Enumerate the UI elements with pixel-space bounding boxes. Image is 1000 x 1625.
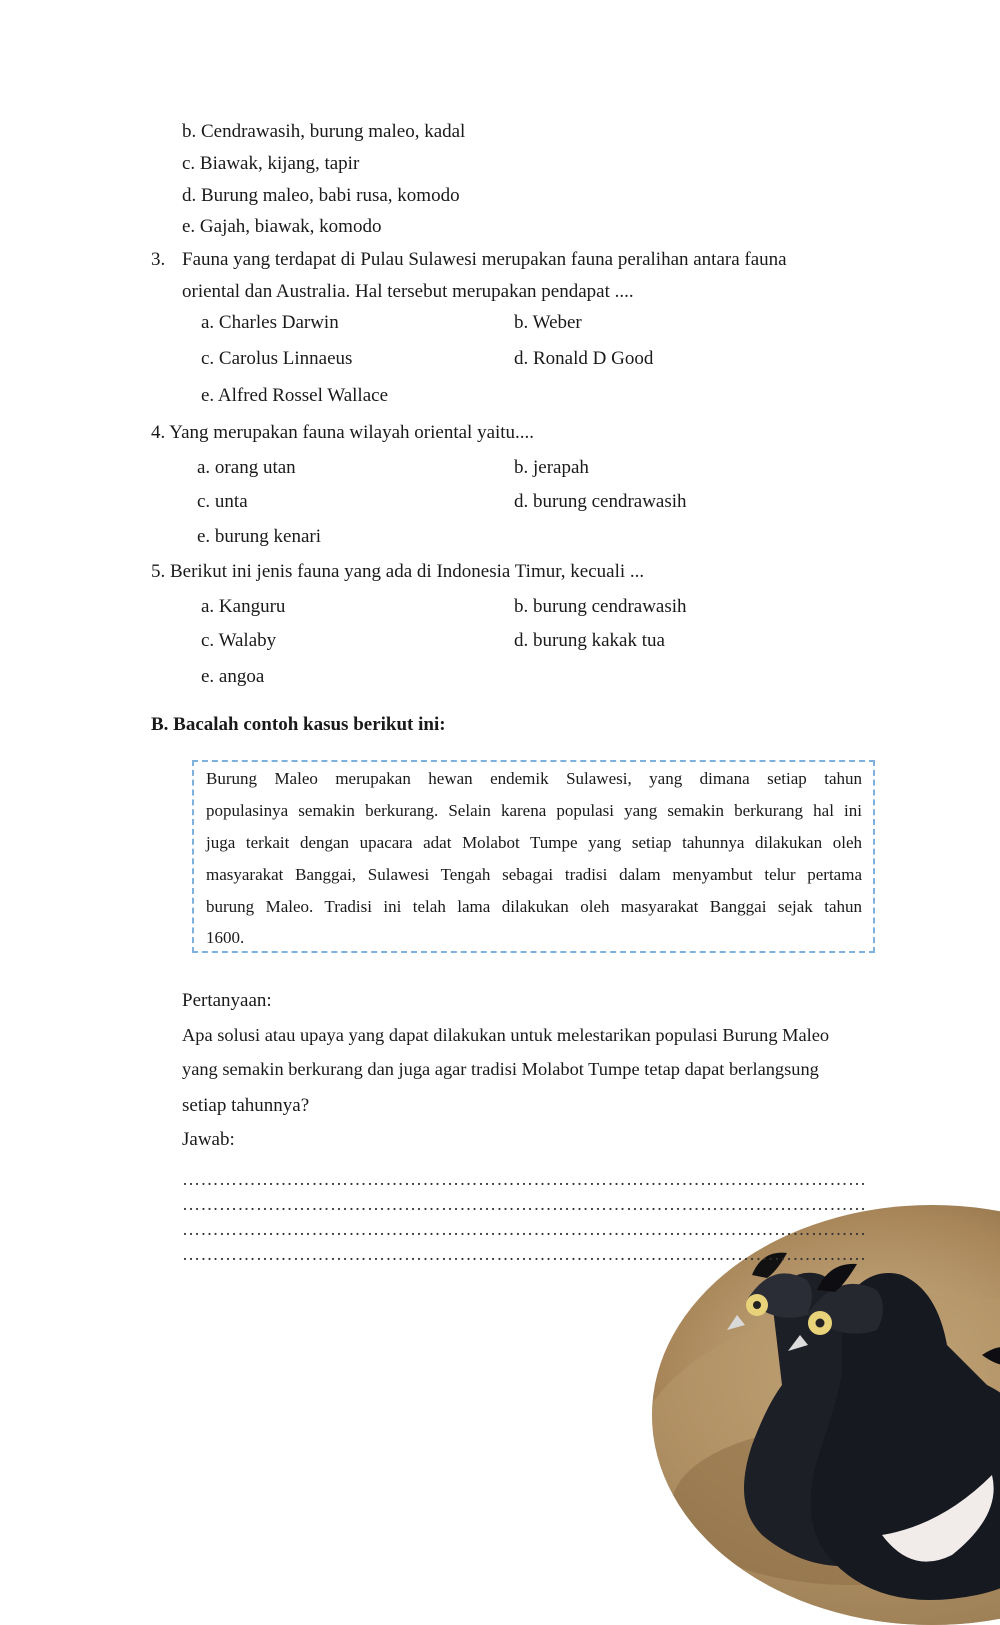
case-study-line: populasinya semakin berkurang. Selain karena populasi yang semakin berkurang hal ini <box>206 801 862 820</box>
answer-line: ………………………………………………………………………………………………… <box>182 1170 867 1188</box>
q5-option-d: d. burung kakak tua <box>514 630 665 651</box>
maleo-bird-photo <box>652 1205 1000 1625</box>
q4-option-e: e. burung kenari <box>197 526 321 547</box>
q4-option-d: d. burung cendrawasih <box>514 491 687 512</box>
q2-option-b: b. Cendrawasih, burung maleo, kadal <box>182 121 466 142</box>
q3-number: 3. <box>151 249 166 270</box>
case-study-line: Burung Maleo merupakan hewan endemik Sulawesi, yang dimana setiap tahun <box>206 769 862 788</box>
answer-line: ………………………………………………………………………………………………… <box>182 1245 867 1263</box>
q2-option-e: e. Gajah, biawak, komodo <box>182 216 382 237</box>
q5-text: 5. Berikut ini jenis fauna yang ada di Indonesia Timur, kecuali ... <box>151 561 645 582</box>
question-text-line: Apa solusi atau upaya yang dapat dilakukan untuk melestarikan populasi Burung Maleo <box>182 1025 830 1045</box>
q5-option-c: c. Walaby <box>201 630 277 651</box>
q3-text-line1: Fauna yang terdapat di Pulau Sulawesi merupakan fauna peralihan antara fauna <box>182 249 787 270</box>
q2-option-d: d. Burung maleo, babi rusa, komodo <box>182 185 460 206</box>
case-study-line: 1600. <box>206 928 245 947</box>
q5-option-b: b. burung cendrawasih <box>514 596 687 617</box>
q4-option-b: b. jerapah <box>514 457 589 478</box>
question-text-line: yang semakin berkurang dan juga agar tradisi Molabot Tumpe tetap dapat berlangsung <box>182 1059 819 1079</box>
case-study-line: masyarakat Banggai, Sulawesi Tengah sebagai tradisi dalam menyambut telur pertama <box>206 865 862 884</box>
question-text-line: setiap tahunnya? <box>182 1095 310 1116</box>
q4-option-a: a. orang utan <box>197 457 296 478</box>
answer-line: ………………………………………………………………………………………………… <box>182 1220 867 1238</box>
q3-option-e: e. Alfred Rossel Wallace <box>201 385 389 406</box>
case-study-line: burung Maleo. Tradisi ini telah lama dilakukan oleh masyarakat Banggai sejak tahun <box>206 897 862 916</box>
q5-option-a: a. Kanguru <box>201 596 286 617</box>
answer-label: Jawab: <box>182 1129 235 1150</box>
section-b-heading: B. Bacalah contoh kasus berikut ini: <box>151 714 446 735</box>
q3-option-a: a. Charles Darwin <box>201 312 339 333</box>
case-study-box <box>192 760 875 953</box>
q3-option-b: b. Weber <box>514 312 582 333</box>
q5-option-e: e. angoa <box>201 666 265 687</box>
q3-option-c: c. Carolus Linnaeus <box>201 348 353 369</box>
q4-option-c: c. unta <box>197 491 248 512</box>
question-label: Pertanyaan: <box>182 990 272 1011</box>
case-study-line: juga terkait dengan upacara adat Molabot Tumpe yang setiap tahunnya dilakukan oleh <box>206 833 862 852</box>
q2-option-c: c. Biawak, kijang, tapir <box>182 153 360 174</box>
q4-text: 4. Yang merupakan fauna wilayah oriental yaitu.... <box>151 422 535 443</box>
q3-option-d: d. Ronald D Good <box>514 348 654 369</box>
q3-text-line2: oriental dan Australia. Hal tersebut merupakan pendapat .... <box>182 281 634 302</box>
answer-line: ………………………………………………………………………………………………… <box>182 1195 867 1213</box>
